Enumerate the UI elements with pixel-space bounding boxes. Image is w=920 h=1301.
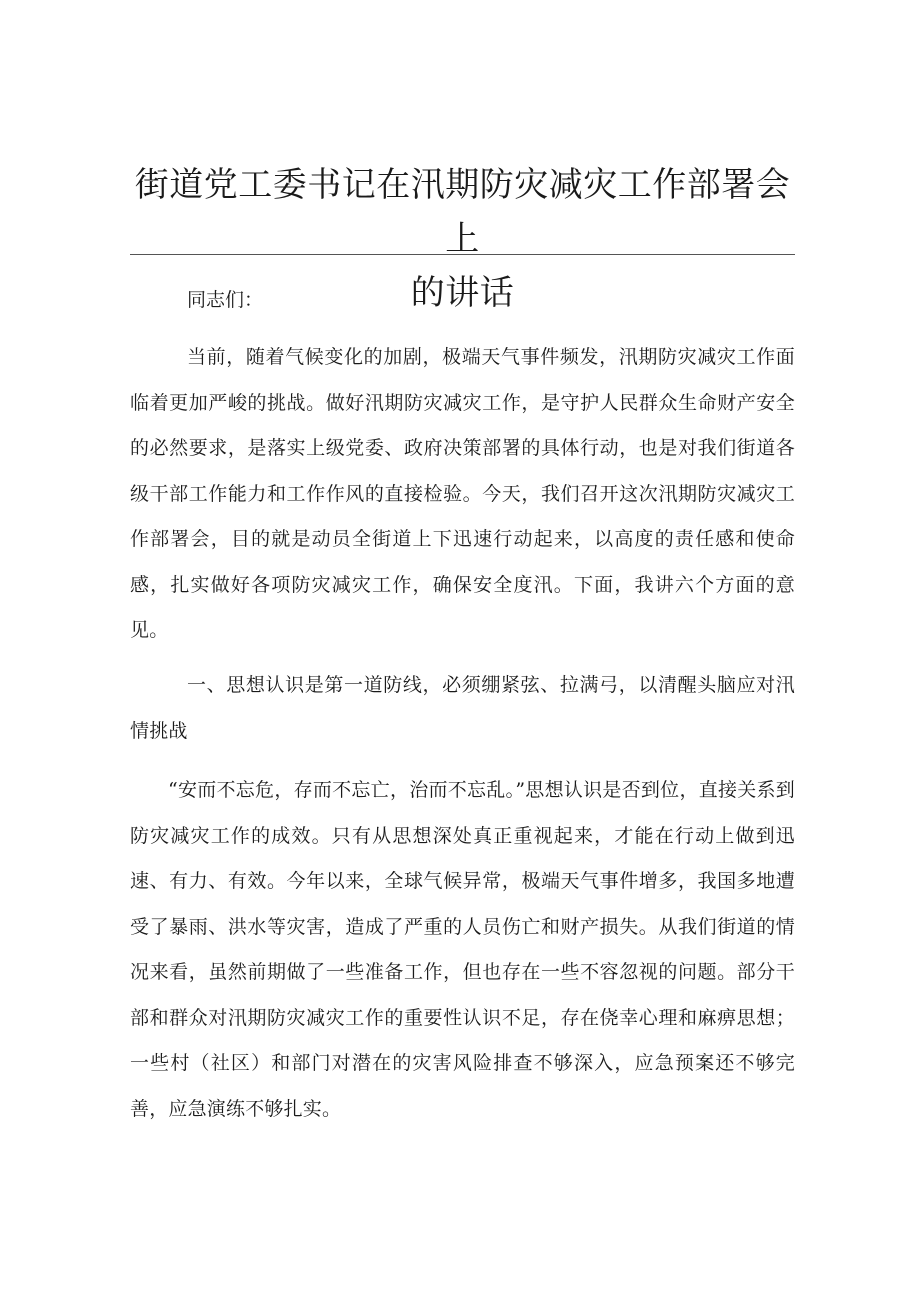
title-underline [130, 254, 795, 255]
paragraph-section-1: “安而不忘危，存而不忘亡，治而不忘乱。”思想认识是否到位，直接关系到防灾减灾工作的成效。只有从思想深处真正重视起来，才能在行动上做到迅速、有力、有效。今年以来，全球气候异常，极端天气事件增多，我国多地遭受了暴雨、洪水等灾害，造成了严重的人员伤亡和财产损失。从我们街道的情况来看，虽然前期做了一些准备工作，但也存在一些不容忽视的问题。部分干部和群众对汛期防灾减灾工作的重要性认识不足，存在侥幸心理和麻痹思想；一些村（社区）和部门对潜在的灾害风险排查不够深入，应急预案还不够完善，应急演练不够扎实。 [130, 779, 795, 1120]
title-line-2: 的讲话 [410, 273, 515, 313]
section-heading-1: 一、思想认识是第一道防线，必须绷紧弦、拉满弓，以清醒头脑应对汛情挑战 [130, 674, 795, 742]
paragraph-intro: 当前，随着气候变化的加剧，极端天气事件频发，汛期防灾减灾工作面临着更加严峻的挑战。做好汛期防灾减灾工作，是守护人民群众生命财产安全的必然要求，是落实上级党委、政府决策部署的具体行动，也是对我们街道各级干部工作能力和工作作风的直接检验。今天，我们召开这次汛期防灾减灾工作部署会，目的就是动员全街道上下迅速行动起来，以高度的责任感和使命感，扎实做好各项防灾减灾工作，确保安全度汛。下面，我讲六个方面的意见。 [130, 346, 795, 641]
salutation: 同志们： [187, 289, 264, 311]
title-line-1: 街道党工委书记在汛期防灾减灾工作部署会上 [134, 165, 791, 259]
